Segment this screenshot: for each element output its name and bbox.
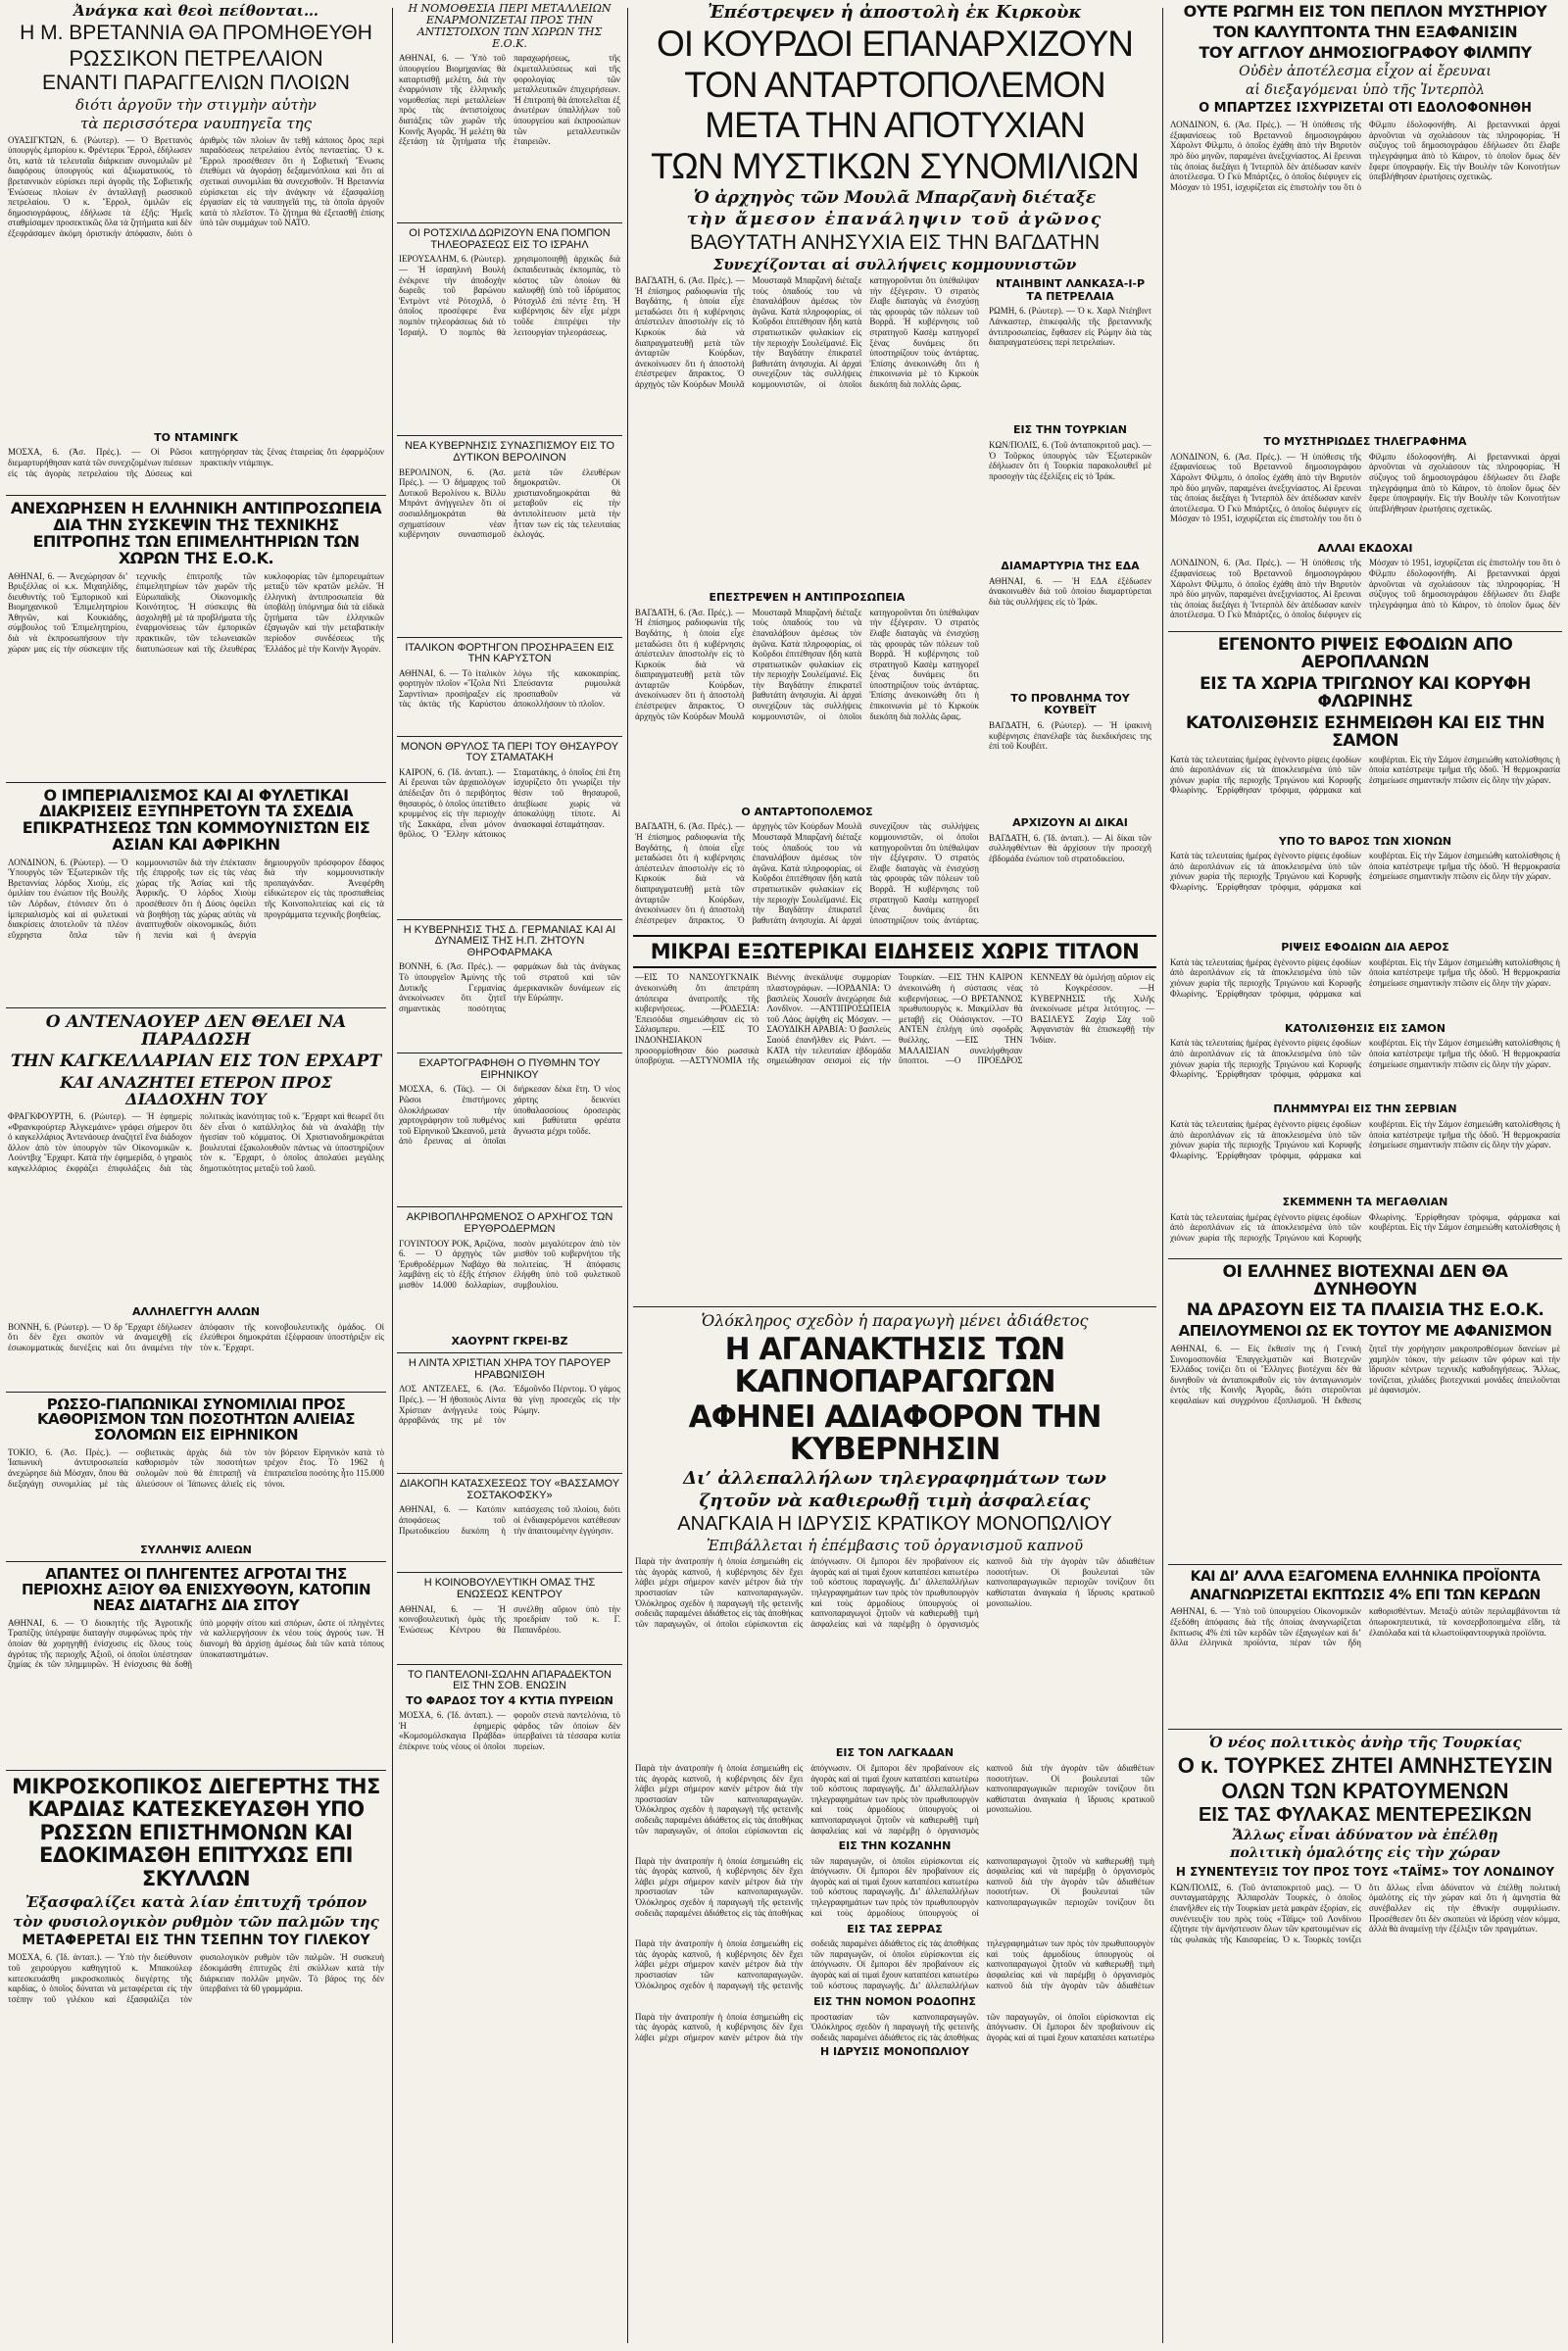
article-body: ΙΕΡΟΥΣΑΛΗΜ, 6. (Ρώυτερ). — Ἡ ἰσραηλινὴ Βουλὴ ἐνέκρινε τὴν ἀποδοχὴν δωρεᾶς τοῦ βαρώνου Ἐντμὸντ ντὲ Ρότσχιλδ, ὁ ὁποῖος προσέφερε ἕνα πομπὸν τηλεοράσεως διὰ τὸ Ἰσραήλ. Ὁ πομπὸς θὰ χρησιμοποιηθῇ ἀρχικῶς διὰ ἐκπαιδευτικὰς ἐκπομπὰς, τὸ κόστος τῶν ὁποίων θὰ καλυφθῇ ὑπὸ τοῦ ἱδρύματος Ρότσχιλδ ἐπὶ πέντε ἔτη. Ἡ κυβέρνησις δὲν εἶχε μέχρι τοῦδε ἐπιτρέψει τὴν λειτουργίαν τηλεοράσεως. — [399, 254, 620, 337]
subheadline: διότι ἀργοῦν τὴν στιγμὴν αὐτὴν — [75, 95, 317, 114]
headline-line: Η Μ. ΒΡΕΤΑΝΝΙΑ ΘΑ ΠΡΟΜΗΘΕΥΘΗ — [20, 21, 372, 44]
article-body: Παρὰ τὴν ἀνατροπὴν ἡ ὁποία ἐσημειώθη εἰς τὰς ἀγορὰς καπνοῦ, ἡ κυβέρνησις δὲν ἔχει λάβει μέχρι σήμερον κανὲν μέτρον διὰ τὴν προστασίαν τῶν καπνοπαραγωγῶν. Ὁλόκληρος σχεδὸν ἡ παραγωγὴ τῆς φετεινῆς σοδειᾶς παραμένει ἀδιάθετος εἰς τὰς ἀποθήκας τῶν παραγωγῶν, οἱ ὁποῖοι εὑρίσκονται εἰς ἀπόγνωσιν. Οἱ ἔμποροι δὲν προβαίνουν εἰς ἀγορὰς καὶ αἱ τιμαὶ ἔχουν καταπέσει κατωτέρω τοῦ κόστους παραγωγῆς. Δι’ ἀλλεπαλλήλων τηλεγραφημάτων των πρὸς τὸν πρωθυπουργὸν καὶ τοὺς ἁρμοδίους ὑπουργοὺς οἱ καπνοπαραγωγοὶ ζητοῦν νὰ καθιερωθῇ τιμὴ ἀσφαλείας καὶ νὰ παρέμβῃ ὁ ὀργανισμὸς καπνοῦ διὰ τὴν ἀγορὰν τῶν ἀδιαθέτων ποσοτήτων. Οἱ βουλευταὶ τῶν καπνοπαραγωγικῶν περιοχῶν τονίζουν ὅτι καθίσταται ἀναγκαία ἡ ἵδρυσις κρατικοῦ μονοπωλίου. — [635, 1762, 1154, 1836]
column-2 — [397, 0, 622, 2351]
headline: ΑΝΕΧΩΡΗΣΕΝ Η ΕΛΛΗΝΙΚΗ ΑΝΤΙΠΡΟΣΩΠΕΙΑ ΔΙΑ ΤΗΝ ΣΥΣΚΕΨΙΝ ΤΗΣ ΤΕΧΝΙΚΗΣ ΕΠΙΤΡΟΠΗΣ ΤΩΝ ΕΠΙΜΕΛΗΤΗΡΙΩΝ ΤΩΝ ΧΩΡΩΝ ΤΗΣ Ε.Ο.Κ. — [10, 499, 382, 567]
article-brief-news — [633, 935, 1156, 968]
section-subhead: ΣΚΕΜΜΕΝΗ ΤΑ ΜΕΓΑΘΛΙΑΝ — [1282, 1196, 1448, 1209]
subheadline-caps: ΑΝΑΓΚΑΙΑ Η ΙΔΡΥΣΙΣ ΚΡΑΤΙΚΟΥ ΜΟΝΟΠΩΛΙΟΥ — [677, 1512, 1112, 1535]
divider — [397, 1352, 622, 1353]
article-body: Κατὰ τὰς τελευταίας ἡμέρας ἐγένοντο ρίψεις ἐφοδίων ἀπὸ ἀεροπλάνων εἰς τὰ ἀποκλεισμένα ὑπὸ τῶν χιόνων χωρία τῆς περιοχῆς Τριγώνου καὶ Κορυφῆς Φλωρίνης. Ἐρρίφθησαν τρόφιμα, φάρμακα καὶ κουβέρται. Εἰς τὴν Σάμον ἐσημειώθη κατολίσθησις ἡ ὁποία κατέστρεψε τμῆμα τῆς ὁδοῦ. Ἡ θερμοκρασία ἐσημείωσε σημαντικὴν πτῶσιν εἰς ὅλην τὴν χώραν. — [1170, 1119, 1560, 1160]
headline: Η ΚΟΙΝΟΒΟΥΛΕΥΤΙΚΗ ΟΜΑΣ ΤΗΣ ΕΝΩΣΕΩΣ ΚΕΝΤΡΟΥ — [423, 1577, 596, 1600]
divider — [6, 1007, 386, 1008]
headline: ΙΤΑΛΙΚΟΝ ΦΟΡΤΗΓΟΝ ΠΡΟΣΗΡΑΞΕΝ ΕΙΣ ΤΗΝ ΚΑΡΥΣΤΟΝ — [405, 641, 614, 665]
divider — [1168, 1564, 1562, 1565]
article-body: ΜΟΣΧΑ, 6. (Ἀσ. Πρές.). — Οἱ Ρῶσοι διεμαρτυρήθησαν κατὰ τῶν συνεχιζομένων πιέσεων εἰς τὰς ἀγορὰς πετρελαίου τῆς Δύσεως καὶ κατηγόρησαν τὰς ξένας ἑταιρείας ὅτι ἐφαρμόζουν πρακτικὴν ντάμπιγκ. — [8, 447, 384, 478]
column-rule-3 — [1162, 8, 1163, 2343]
article-body: ΑΘΗΝΑΙ, 6. — Ὑπὸ τοῦ ὑπουργείου Οἰκονομικῶν ἐξεδόθη ἀπόφασις διὰ τῆς ὁποίας ἀναγνωρίζεται ἔκπτωσις 4% ἐπὶ τῶν κερδῶν τῶν ἐξαγωγέων καὶ δι’ ἄλλα ἑλληνικὰ προϊόντα, πέραν τῶν ἤδη καθορισθέντων. Μεταξὺ αὐτῶν περιλαμβάνονται τὰ ὀπωροκηπευτικά, τὰ κονσερβοποιημένα εἴδη, τὰ ἐλαιόλαδα καὶ τὰ κλωστοϋφαντουργικὰ προϊόντα. — [1170, 1606, 1560, 1648]
subheadline: τὰ περισσότερα ναυπηγεῖα της — [79, 115, 313, 133]
headline: Η ΛΙΝΤΑ ΧΡΙΣΤΙΑΝ ΧΗΡΑ ΤΟΥ ΠΑΡΟΥΕΡ ΗΡΑΒΩΝΙΣΘΗ — [408, 1357, 612, 1381]
headline-line: ΚΑΙ ΑΝΑΖΗΤΕΙ ΕΤΕΡΟΝ ΠΡΟΣ ΔΙΑΔΟΧΗΝ ΤΟΥ — [60, 1072, 332, 1109]
divider — [6, 1392, 386, 1393]
divider — [397, 736, 622, 737]
column-4 — [1168, 0, 1562, 2351]
article-body: ΜΟΣΧΑ, 6. (Ἰδ. ἀνταπ.). — Ἡ ἐφημερὶς «Κομσομόλσκαγια Πράβδα» ἐπέκρινε τοὺς νέους οἱ ὁποῖοι φοροῦν στενὰ παντελόνια, τὸ φάρδος τῶν ὁποίων δὲν ὑπερβαίνει τὰ τέσσαρα κυτία πυρείων. — [399, 1710, 620, 1752]
divider — [397, 435, 622, 436]
section-subhead: ΔΙΑΜΑΡΤΥΡΙΑ ΤΗΣ ΕΔΑ — [1001, 560, 1140, 573]
article-imperialism — [6, 785, 386, 1003]
section-subhead: ΕΙΣ ΤΟΝ ΛΑΓΚΑΔΑΝ — [835, 1746, 955, 1760]
section-subhead: Η ΙΔΡΥΣΙΣ ΜΟΝΟΠΩΛΙΟΥ — [820, 2044, 969, 2058]
divider — [397, 637, 622, 638]
headline-line: ΕΙΣ ΤΑ ΧΩΡΙΑ ΤΡΙΓΩΝΟΥ ΚΑΙ ΚΟΡΥΦΗ ΦΛΩΡΙΝΗΣ — [1200, 674, 1531, 712]
article-body: ΒΑΓΔΑΤΗ, 6. (Ἀσ. Πρές.). — Ἡ ἐπίσημος ραδιοφωνία τῆς Βαγδάτης, ἡ ὁποία εἶχε μεταδώσει ὅτι ἡ κυβέρνησις ἀπέστειλεν ἀποστολὴν εἰς τὸ Κιρκούκ διὰ νὰ διαπραγματευθῇ μετὰ τῶν ἀνταρτῶν Κούρδων, ἀνεκοίνωσεν ὅτι ἡ ἀποστολὴ ἐπέστρεψεν ἄπρακτος. Ὁ ἀρχηγὸς τῶν Κούρδων Μουλᾶ Μουσταφᾶ Μπαρζανὴ διέταξε τοὺς ὀπαδούς του νὰ ἐπαναλάβουν ἀμέσως τὸν ἀγῶνα. Κατὰ πληροφορίας, οἱ Κοῦρδοι ἐπιτέθησαν ἤδη κατὰ στρατιωτικῶν φυλακίων εἰς τὴν περιοχὴν Σουλεϊμανιέ. Εἰς τὴν Βαγδάτην ἐπικρατεῖ βαθυτάτη ἀνησυχία. Αἱ ἀρχαὶ συνεχίζουν τὰς συλλήψεις κομμουνιστῶν, οἱ ὁποῖοι κατηγοροῦνται ὅτι ὑπέθαλψαν τὴν ἐξέγερσιν. Ὁ στρατὸς ἔλαβε διαταγὰς νὰ ἐνισχύσῃ τὰς φρουρὰς τῶν πόλεων τοῦ Βορρᾶ. Ἡ κυβέρνησις τοῦ στρατηγοῦ Κασὲμ κατηγορεῖ ξένας δυνάμεις ὅτι ὑποστηρίζουν τοὺς ἀντάρτας. Ἐπίσης ἀνεκοινώθη ὅτι ἡ ἐπικοινωνία μὲ τὸ Κιρκοὺκ διεκόπη διὰ πολλὰς ὥρας. — [635, 275, 979, 390]
section-subhead: ΑΡΧΙΖΟΥΝ ΑΙ ΔΙΚΑΙ — [1012, 815, 1128, 829]
subheadline: Συνεχίζονται αἱ συλλήψεις κομμουνιστῶν — [712, 255, 1077, 273]
subheadline: Ὁ ἀρχηγὸς τῶν Μουλᾶ Μπαρζανὴ διέταξε — [693, 188, 1097, 209]
article-body: ΒΟΝΝΗ, 6. (Ρώυτερ). — Ὁ δρ Ἔρχαρτ ἐδήλωσεν ὅτι δὲν ἔχει σκοπὸν νὰ ἀναμειχθῇ εἰς ἐσωκομματικὰς διενέξεις καὶ ὅτι ἀναμένει τὴν ἀπόφασιν τῆς κοινοβουλευτικῆς ὁμάδος. Οἱ ἐλεύθεροι δημοκράται ἐξέφρασαν ὑποστήριξιν εἰς τὸν κ. Ἔρχαρτ. — [8, 1321, 384, 1352]
section-subhead: ΡΙΨΕΙΣ ΕΦΟΔΙΩΝ ΔΙΑ ΑΕΡΟΣ — [1281, 941, 1449, 955]
section-subhead: ΧΑΟΥΡΝΤ ΓΚΡΕΙ-ΒΖ — [451, 1334, 568, 1347]
article-adenauer — [6, 1013, 386, 1387]
article-body: Παρὰ τὴν ἀνατροπὴν ἡ ὁποία ἐσημειώθη εἰς τὰς ἀγορὰς καπνοῦ, ἡ κυβέρνησις δὲν ἔχει λάβει μέχρι σήμερον κανὲν μέτρον διὰ τὴν προστασίαν τῶν καπνοπαραγωγῶν. Ὁλόκληρος σχεδὸν ἡ παραγωγὴ τῆς φετεινῆς σοδειᾶς παραμένει ἀδιάθετος εἰς τὰς ἀποθήκας τῶν παραγωγῶν, οἱ ὁποῖοι εὑρίσκονται εἰς ἀπόγνωσιν. Οἱ ἔμποροι δὲν προβαίνουν εἰς ἀγορὰς καὶ αἱ τιμαὶ ἔχουν καταπέσει κατωτέρω τοῦ κόστους παραγωγῆς. Δι’ ἀλλεπαλλήλων τηλεγραφημάτων των πρὸς τὸν πρωθυπουργὸν καὶ τοὺς ἁρμοδίους ὑπουργοὺς οἱ καπνοπαραγωγοὶ ζητοῦν νὰ καθιερωθῇ τιμὴ ἀσφαλείας καὶ νὰ παρέμβῃ ὁ ὀργανισμὸς καπνοῦ διὰ τὴν ἀγορὰν τῶν ἀδιαθέτων ποσοτήτων. Οἱ βουλευταὶ τῶν καπνοπαραγωγικῶν περιοχῶν τονίζουν ὅτι — [635, 1855, 1154, 1918]
subheadline-caps: Ο ΜΠΑΡΤΖΕΣ ΙΣΧΥΡΙΖΕΤΑΙ ΟΤΙ ΕΔΟΛΟΦΟΝΗΘΗ — [1199, 101, 1532, 117]
section-subhead: ΥΠΟ ΤΟ ΒΑΡΟΣ ΤΩΝ ΧΙΟΝΩΝ — [1278, 834, 1452, 848]
main-headline-line: ΤΟΝ ΑΝΤΑΡΤΟΠΟΛΕΜΟΝ — [684, 64, 1105, 105]
divider — [1168, 1258, 1562, 1259]
subheadline: Οὐδὲν ἀποτέλεσμα εἶχον αἱ ἔρευναι — [1239, 64, 1492, 80]
headline-line: ΕΙΣ ΤΑΣ ΦΥΛΑΚΑΣ ΜΕΝΤΕΡΕΣΙΚΩΝ — [1199, 1804, 1532, 1827]
headline-line: ΟΛΩΝ ΤΩΝ ΚΡΑΤΟΥΜΕΝΩΝ — [1221, 1779, 1509, 1803]
column-rule-1 — [392, 8, 393, 2343]
section-subhead: ΤΟ ΝΤΑΜΙΝΓΚ — [154, 430, 238, 444]
main-headline-line: ΤΩΝ ΜΥΣΤΙΚΩΝ ΣΥΝΟΜΙΛΙΩΝ — [651, 146, 1139, 187]
section-subhead: ΤΟ ΠΡΟΒΛΗΜΑ ΤΟΥ ΚΟΥΒΕΪΤ — [1010, 691, 1130, 717]
divider — [397, 1473, 622, 1474]
headline: ΑΠΑΝΤΕΣ ΟΙ ΠΛΗΓΕΝΤΕΣ ΑΓΡΟΤΑΙ ΤΗΣ ΠΕΡΙΟΧΗΣ ΑΞΙΟΥ ΘΑ ΕΝΙΣΧΥΘΟΥΝ, ΚΑΤΟΠΙΝ ΝΕΑΣ ΔΙΑΤΑΓΗΣ ΔΙΑ ΣΙΤΟΥ — [21, 1565, 371, 1614]
article-body: ΜΟΣΧΑ, 6. (Τάς). — Οἱ Ρῶσοι ἐπιστήμονες ὁλοκλήρωσαν τὴν χαρτογράφησιν τοῦ πυθμένος τοῦ Εἰρηνικοῦ Ὠκεανοῦ, μετὰ ἀπὸ ἔρευνας αἱ ὁποῖαι διήρκεσαν δέκα ἔτη. Ὁ νέος χάρτης δεικνύει ὑποθαλασσίους ὀροσειρὰς καὶ βαθύτατα φρέατα ἄγνωστα μέχρι τοῦδε. — [399, 1084, 620, 1147]
article-body: Κατὰ τὰς τελευταίας ἡμέρας ἐγένοντο ρίψεις ἐφοδίων ἀπὸ ἀεροπλάνων εἰς τὰ ἀποκλεισμένα ὑπὸ τῶν χιόνων χωρία τῆς περιοχῆς Τριγώνου καὶ Κορυφῆς Φλωρίνης. Ἐρρίφθησαν τρόφιμα, φάρμακα καὶ κουβέρται. Εἰς τὴν Σάμον ἐσημειώθη κατολίσθησις ἡ — [1170, 1211, 1560, 1243]
article-body: ΓΟΥΙΝΤΟΟΥ ΡΟΚ, Ἀριζόνα, 6. — Ὁ ἀρχηγὸς τῶν Ἐρυθροδέρμων Ναβάχο θὰ λαμβάνῃ εἰς τὸ ἑξῆς ἐτήσιον μισθὸν 14.000 δολλαρίων, ποσὸν μεγαλύτερον ἀπὸ τὸν μισθὸν τοῦ κυβερνήτου τῆς πολιτείας. Ἡ ἀπόφασις ἐλήφθη ὑπὸ τοῦ φυλετικοῦ συμβουλίου. — [399, 1238, 620, 1290]
article-philby — [1168, 4, 1562, 626]
headline: ΔΙΑΚΟΠΗ ΚΑΤΑΣΧΕΣΕΩΣ ΤΟΥ «ΒΑΣΣΑΜΟΥ ΣΟΣΤΑΚΟΦΣΚΥ» — [399, 1478, 620, 1501]
subheadline: Ἐπιβάλλεται ἡ ἐπέμβασις τοῦ ὀργανισμοῦ καπνοῦ — [706, 1536, 1084, 1554]
article-body: ΟΥΑΣΙΓΚΤΩΝ, 6. (Ρώυτερ). — Ὁ Βρεττανὸς ὑπουργὸς ἐμπορίου κ. Φρέντερικ Ἔρρολ, ἐδήλωσεν ὅτι, κατὰ τὰ τελευταῖα διάρκειαν συνομιλιῶν μὲ διαφόρους ὑπουργοὺς καὶ ἀξιωματικούς, τὸ βρεταννικὸν εὐρίσκει περὶ ἀγορᾶς τῆς Σοβιετικῆς Ἑνώσεως πλοίων ἐν ἀνταλλαγῇ ρωσσικοῦ πετρελαίου. Ὁ κ. Ἔρρολ, ὁμιλῶν εἰς δημοσιογράφους, ἐδήλωσε τὰ ἑξῆς: Ἡμεῖς σταθμίσαμεν προσεκτικῶς ὅλα τὰ ζητήματα καὶ δὲν ἐξεφράσαμεν ἀκόμη ὁριστικὴν ἀπόφασιν, διότι ὁ ἀριθμὸς τῶν πλοίων ἂν τεθῇ κάποιος ὅρος περὶ παραδόσεως πετρελαίου ἐντὸς πενταετίας. Ὁ κ. Ἔρρολ προσέθεσεν ὅτι ἡ Σοβιετικὴ Ἕνωσις ἐπεθύμει νὰ ἀγοράσῃ δεξαμενόπλοια καὶ ὅτι αἱ σχετικαὶ συνομιλίαι θὰ συνεχισθοῦν. Ἡ Βρεταννία εὑρίσκεται εἰς τὴν ἀνάγκην νὰ ἐξασφαλίσῃ ἐργασίαν εἰς τὰ ναυπηγεῖά της, τὰ ὁποῖα ἀργοῦν κατὰ τὸ πλεῖστον. Τὸ ζήτημα θὰ ἐξετασθῇ ἐπίσης ὑπὸ τῶν συμμάχων τοῦ ΝΑΤΟ. — [8, 134, 384, 239]
article-exports — [1168, 1570, 1562, 1724]
headline: ΑΚΡΙΒΟΠΛΗΡΩΜΕΝΟΣ Ο ΑΡΧΗΓΟΣ ΤΩΝ ΕΡΥΘΡΟΔΕΡΜΩΝ — [406, 1211, 613, 1236]
article-body: ΑΘΗΝΑΙ, 6. — Ἡ ΕΔΑ ἐξέδωσεν ἀνακοινωθὲν διὰ τοῦ ὁποίου διαμαρτύρεται διὰ τὰς συλλήψεις εἰς τὸ Ἰράκ. — [989, 575, 1152, 607]
headline: ΜΙΚΡΑΙ ΕΞΩΤΕΡΙΚΑΙ ΕΙΔΗΣΕΙΣ ΧΩΡΙΣ ΤΙΤΛΟΝ — [650, 940, 1140, 964]
divider — [633, 1306, 1156, 1307]
article-oil — [6, 3, 386, 490]
kurds-main-body — [633, 275, 981, 931]
article-body: ΒΑΓΔΑΤΗ, 6. (Ἰδ. ἀνταπ.). — Αἱ δίκαι τῶν συλληφθέντων θὰ ἀρχίσουν τὴν προσεχῆ ἑβδομάδα ἐνώπιον τοῦ στρατοδικείου. — [989, 832, 1152, 863]
section-subhead: ΤΟ ΦΑΡΔΟΣ ΤΟΥ 4 ΚΥΤΙΑ ΠΥΡΕΙΩΝ — [406, 1693, 613, 1707]
article-kurds — [633, 3, 1156, 931]
divider — [397, 919, 622, 920]
section-subhead: ΤΟ ΜΥΣΤΗΡΙΩΔΕΣ ΤΗΛΕΓΡΑΦΗΜΑ — [1263, 435, 1467, 449]
headline-line: ΤΟΝ ΚΑΛΥΠΤΟΝΤΑ ΤΗΝ ΕΞΑΦΑΝΙΣΙΝ — [1212, 22, 1518, 41]
kurds-body-row — [633, 275, 1156, 931]
article-body: ΑΘΗΝΑΙ, 6. — Κατόπιν ἀποφάσεως τοῦ Πρωτοδικείου διεκόπη ἡ κατάσχεσις τοῦ πλοίου, διότι οἱ ἐνδιαφερόμενοι κατέθεσαν τὴν ἀπαιτουμένην ἐγγύησιν. — [399, 1504, 620, 1536]
divider — [6, 495, 386, 496]
article-eec-delegation — [6, 501, 386, 776]
main-headline-line: ΟΙ ΚΟΥΡΔΟΙ ΕΠΑΝΑΡΧΙΖΟΥΝ — [656, 23, 1134, 64]
divider — [397, 1206, 622, 1207]
section-subhead: ΕΠΕΣΤΡΕΨΕΝ Η ΑΝΤΙΠΡΟΣΩΠΕΙΑ — [709, 591, 906, 605]
article-body: ΒΑΓΔΑΤΗ, 6. (Ἀσ. Πρές.). — Ἡ ἐπίσημος ραδιοφωνία τῆς Βαγδάτης, ἡ ὁποία εἶχε μεταδώσει ὅτι ἡ κυβέρνησις ἀπέστειλεν ἀποστολὴν εἰς τὸ Κιρκούκ διὰ νὰ διαπραγματευθῇ μετὰ τῶν ἀνταρτῶν Κούρδων, ἀνεκοίνωσεν ὅτι ἡ ἀποστολὴ ἐπέστρεψεν ἄπρακτος. Ὁ ἀρχηγὸς τῶν Κούρδων Μουλᾶ Μουσταφᾶ Μπαρζανὴ διέταξε τοὺς ὀπαδούς του νὰ ἐπαναλάβουν ἀμέσως τὸν ἀγῶνα. Κατὰ πληροφορίας, οἱ Κοῦρδοι ἐπιτέθησαν ἤδη κατὰ στρατιωτικῶν φυλακίων εἰς τὴν περιοχὴν Σουλεϊμανιέ. Εἰς τὴν Βαγδάτην ἐπικρατεῖ βαθυτάτη ἀνησυχία. Αἱ ἀρχαὶ συνεχίζουν τὰς συλλήψεις κομμουνιστῶν, οἱ ὁποῖοι κατηγοροῦνται ὅτι ὑπέθαλψαν τὴν ἐξέγερσιν. Ὁ στρατὸς ἔλαβε διαταγὰς νὰ ἐνισχύσῃ τὰς φρουρὰς τῶν πόλεων τοῦ Βορρᾶ. Ἡ κυβέρνησις τοῦ στρατηγοῦ Κασὲμ κατηγορεῖ ξένας δυνάμεις ὅτι ὑποστηρίζουν τοὺς ἀντάρτας. Ἐπίσης ἀνεκοινώθη ὅτι ἡ ἐπικοινωνία μὲ τὸ Κιρκοὺκ διεκόπη διὰ πολλὰς ὥρας. — [635, 607, 979, 721]
article-body: ΦΡΑΓΚΦΟΥΡΤΗ, 6. (Ρώυτερ). — Ἡ ἐφημερὶς «Φρανκφούρτερ Ἀλγκεμάινε» γράφει σήμερον ὅτι ὁ καγκελλάριος Ἀντενάουερ ἀναζητεῖ ἕνα διάδοχον ἄλλον ἀπὸ τὸν ὑπουργὸν τῶν Οἰκονομικῶν κ. Λούντβιχ Ἔρχαρτ. Κατὰ τὴν ἐφημερίδα, ὁ γηραιὸς καγκελλάριος ἐκφράζει ἐπιφυλάξεις διὰ τὰς πολιτικὰς ἱκανότητας τοῦ κ. Ἔρχαρτ καὶ θεωρεῖ ὅτι δὲν εἶναι ὁ κατάλληλος διὰ νὰ ἀναλάβῃ τὴν ἡγεσίαν τοῦ κόμματος. Οἱ Χριστιανοδημοκράται βουλευταὶ ἐξακολουθοῦν πάντως νὰ ὑποστηρίζουν τὸν κ. Ἔρχαρτ, ὁ ὁποῖος ἀπολαύει μεγάλης δημοτικότητος μεταξὺ τοῦ λαοῦ. — [8, 1110, 384, 1173]
subheadline-caps: ΜΕΤΑΦΕΡΕΤΑΙ ΕΙΣ ΤΗΝ ΤΣΕΠΗΝ ΤΟΥ ΓΙΛΕΚΟΥ — [22, 1933, 370, 1949]
headline: ΝΕΑ ΚΥΒΕΡΝΗΣΙΣ ΣΥΝΑΣΠΙΣΜΟΥ ΕΙΣ ΤΟ ΔΥΤΙΚΟΝ ΒΕΡΟΛΙΝΟΝ — [404, 440, 615, 465]
headline-line: ΚΑΤΟΛΙΣΘΗΣΙΣ ΕΣΗΜΕΙΩΘΗ ΚΑΙ ΕΙΣ ΤΗΝ ΣΑΜΟΝ — [1185, 712, 1545, 751]
headline-line: Ο κ. ΤΟΥΡΚΕΣ ΖΗΤΕΙ ΑΜΝΗΣΤΕΥΣΙΝ — [1177, 1752, 1553, 1778]
article-body: ΛΟΝΔΙΝΟΝ, 6. (Ρώυτερ). — Ὁ Ὑπουργὸς τῶν Ἐξωτερικῶν τῆς Βρεταννίας λόρδος Χιούμ, εἰς ὁμιλίαν του ἐνώπιον τῆς Βουλῆς τῶν Λόρδων, ἐτόνισεν ὅτι ὁ ἰμπεριαλισμὸς καὶ αἱ φυλετικαὶ διακρίσεις ἀποτελοῦν τὰ πλέον εὔχρηστα ὅπλα τῶν κομμουνιστῶν διὰ τὴν ἐπέκτασιν τῆς ἐπιρροῆς των εἰς τὰς νέας χώρας τῆς Ἀσίας καὶ τῆς Ἀφρικῆς. Ὁ λόρδος Χιοὺμ προσέθεσεν ὅτι ἡ Δύσις ὀφείλει νὰ βοηθήσῃ τὰς χώρας αὐτὰς νὰ ἀναπτυχθοῦν οἰκονομικῶς, διότι ἡ πενία καὶ ἡ ἀνεργία δημιουργοῦν πρόσφορον ἔδαφος διὰ τὴν κομμουνιστικὴν προπαγάνδαν. Ἀνεφέρθη εἰδικώτερον εἰς τὰς προσπαθείας τῆς Κοινοπολιτείας καὶ εἰς τὰ προγράμματα τεχνικῆς βοηθείας. — [8, 857, 384, 940]
column-rule-2 — [627, 8, 628, 2343]
headline-line: ΑΝΑΓΝΩΡΙΖΕΤΑΙ ΕΚΠΤΩΣΙΣ 4% ΕΠΙ ΤΩΝ ΚΕΡΔΩΝ — [1190, 1587, 1541, 1603]
divider — [6, 1561, 386, 1562]
article-body: Κατὰ τὰς τελευταίας ἡμέρας ἐγένοντο ρίψεις ἐφοδίων ἀπὸ ἀεροπλάνων εἰς τὰ ἀποκλεισμένα ὑπὸ τῶν χιόνων χωρία τῆς περιοχῆς Τριγώνου καὶ Κορυφῆς Φλωρίνης. Ἐρρίφθησαν τρόφιμα, φάρμακα καὶ κουβέρται. Εἰς τὴν Σάμον ἐσημειώθη κατολίσθησις ἡ ὁποία κατέστρεψε τμῆμα τῆς ὁδοῦ. Ἡ θερμοκρασία ἐσημείωσε σημαντικὴν πτῶσιν εἰς ὅλην τὴν χώραν. — [1170, 851, 1560, 892]
article-body: ΑΘΗΝΑΙ, 6. — Ὑπὸ τοῦ ὑπουργείου Βιομηχανίας θὰ καταρτισθῇ μελέτη, διὰ τὴν ἐναρμόνισιν τῆς ἑλληνικῆς νομοθεσίας περὶ μεταλλείων πρὸς τὰς ἀντιστοίχους διατάξεις τῶν χωρῶν τῆς Κοινῆς Ἀγορᾶς. Ἡ μελέτη θὰ ἐξετάσῃ τὰ ζητήματα τῆς παραχωρήσεως, τῆς ἐκμεταλλεύσεως καὶ τῆς φορολογίας τῶν μεταλλευτικῶν ἐπιχειρήσεων. Ἡ ἐπιτροπὴ θὰ ἀποτελεῖται ἐξ ἀνωτέρων ὑπαλλήλων τοῦ ὑπουργείου καὶ ἐκπροσώπων τῶν μεταλλευτικῶν ἑταιρειῶν. — [399, 53, 620, 147]
article-body: Κατὰ τὰς τελευταίας ἡμέρας ἐγένοντο ρίψεις ἐφοδίων ἀπὸ ἀεροπλάνων εἰς τὰ ἀποκλεισμένα ὑπὸ τῶν χιόνων χωρία τῆς περιοχῆς Τριγώνου καὶ Κορυφῆς Φλωρίνης. Ἐρρίφθησαν τρόφιμα, φάρμακα καὶ κουβέρται. Εἰς τὴν Σάμον ἐσημειώθη κατολίσθησις ἡ ὁποία κατέστρεψε τμῆμα τῆς ὁδοῦ. Ἡ θερμοκρασία ἐσημείωσε σημαντικὴν πτῶσιν εἰς ὅλην τὴν χώραν. — [1170, 754, 1560, 796]
headline: Η ΚΥΒΕΡΝΗΣΙΣ ΤΗΣ Δ. ΓΕΡΜΑΝΙΑΣ ΚΑΙ ΑΙ ΔΥΝΑΜΕΙΣ ΤΗΣ Η.Π. ΖΗΤΟΥΝ ΘΗΡΟΦΑΡΜΑΚΑ — [403, 923, 616, 958]
divider — [1168, 631, 1562, 632]
headline: ΟΙ ΡΟΤΣΧΙΛΔ ΔΩΡΙΖΟΥΝ ΕΝΑ ΠΟΜΠΟΝ ΤΗΛΕΟΡΑΣΕΩΣ ΕΙΣ ΤΟ ΙΣΡΑΗΛ — [409, 227, 611, 251]
article-body: ΚΩΝ/ΠΟΛΙΣ, 6. (Τοῦ ἀνταποκριτοῦ μας). — Ὁ συνταγματάρχης Ἀλπαρσλὰν Τουρκὲς, ὁ ὁποῖος ἐπανῆλθεν εἰς τὴν Τουρκίαν μετὰ μακρὰν ἐξορίαν, εἰς συνέντευξίν του πρὸς τοὺς «Τάϊμς» τοῦ Λονδίνου ἐζήτησε τὴν ἀμνήστευσιν ὅλων τῶν κρατουμένων εἰς τὰς φυλακὰς τῆς Καισαρείας. Ὁ κ. Τουρκὲς τονίζει ὅτι ἄλλως εἶναι ἀδύνατον νὰ ἐπέλθῃ πολιτικὴ ὁμαλότης εἰς τὴν χώραν καὶ ὅτι ἡ ἀμνηστία θὰ συνέβαλλεν εἰς τὴν ἐθνικὴν συμφιλίωσιν. Προσέθεσεν ὅτι δὲν σκοπεύει νὰ ἱδρύσῃ νέον κόμμα, ἀλλὰ θὰ ἀναμείνῃ τὴν ἐξέλιξιν τῶν πραγμάτων. — [1170, 1882, 1560, 1944]
headline-line: ΕΝΑΝΤΙ ΠΑΡΑΓΓΕΛΙΩΝ ΠΛΟΙΩΝ — [42, 71, 350, 94]
headline-line: ΚΑΙ ΔΙ’ ΑΛΛΑ ΕΞΑΓΟΜΕΝΑ ΕΛΛΗΝΙΚΑ ΠΡΟΪΟΝΤΑ — [1190, 1569, 1541, 1586]
main-headline-line: ΑΦΗΝΕΙ ΑΔΙΑΦΟΡΟΝ ΤΗΝ ΚΥΒΕΡΝΗΣΙΝ — [688, 1399, 1102, 1467]
article-body: ΡΩΜΗ, 6. (Ρώυτερ). — Ὁ κ. Χαρλ Ντέηβιντ Λάνκαστερ, ἐπικεφαλῆς τῆς βρεταννικῆς ἀντιπροσωπείας, ἔφθασεν εἰς Ρώμην διὰ τὰς διαπραγματεύσεις περὶ πετρελαίων. — [989, 306, 1152, 348]
divider — [397, 222, 622, 223]
article-body: ΒΑΓΔΑΤΗ, 6. (Ρώυτερ). — Ἡ ἰρακινὴ κυβέρνησις ἐπανέλαβε τὰς διεκδικήσεις της ἐπὶ τοῦ Κουβέιτ. — [989, 719, 1152, 752]
headline: Η ΝΟΜΟΘΕΣΙΑ ΠΕΡΙ ΜΕΤΑΛΛΕΙΩΝ ΕΝΑΡΜΟΝΙΖΕΤΑΙ ΠΡΟΣ ΤΗΝ ΑΝΤΙΣΤΟΙΧΟΝ ΤΩΝ ΧΩΡΩΝ ΤΗΣ Ε.Ο.Κ. — [408, 2, 612, 51]
article-supply-drops — [1168, 637, 1562, 1252]
article-pacemaker — [6, 1776, 386, 2081]
headline: ΜΟΝΟΝ ΘΡΥΛΟΣ ΤΑ ΠΕΡΙ ΤΟΥ ΘΗΣΑΥΡΟΥ ΤΟΥ ΣΤΑΜΑΤΑΚΗ — [400, 740, 619, 764]
subheadline: Ἐξασφαλίζει κατὰ λίαν ἐπιτυχῆ τρόπον — [24, 1893, 368, 1912]
article-body: ΑΘΗΝΑΙ, 6. — Ἀνεχώρησαν δι’ Βρυξέλλας οἱ κ.κ. Μιχαηλίδης, διευθυντὴς τοῦ Ἐμπορικοῦ καὶ Βιομηχανικοῦ Ἐπιμελητηρίου Ἀθηνῶν, καὶ Κουκιάδης, σύμβουλος τοῦ Ἐπιμελητηρίου, διὰ νὰ ἐκπροσωπήσουν τὴν χώραν μας εἰς τὴν σύσκεψιν τῆς τεχνικῆς ἐπιτροπῆς τῶν ἐπιμελητηρίων τῶν χωρῶν τῆς Εὐρωπαϊκῆς Οἰκονομικῆς Κοινότητος. Ἡ σύσκεψις θὰ ἀσχοληθῇ μὲ τὰ προβλήματα τῆς ἐναρμονίσεως τῶν ἐμπορικῶν πρακτικῶν, τῶν τελωνειακῶν διατυπώσεων καὶ τῆς ἐλευθέρας κυκλοφορίας τῶν ἐμπορευμάτων μεταξὺ τῶν κρατῶν μελῶν. Ἡ ἑλληνικὴ ἀντιπροσωπεία θὰ ὑποβάλῃ ὑπόμνημα διὰ τὰ εἰδικὰ ζητήματα τῶν ἑλληνικῶν ἐξαγωγῶν καὶ τὴν μεταβατικὴν περίοδον συνδέσεως τῆς Ἑλλάδος μὲ τὴν Κοινὴν Ἀγοράν. — [8, 570, 384, 654]
kicker: Ὁ νέος πολιτικὸς ἀνὴρ τῆς Τουρκίας — [1208, 1734, 1522, 1752]
article-body: ΑΘΗΝΑΙ, 6. — Εἰς ἔκθεσίν της ἡ Γενικὴ Συνομοσπονδία Ἐπαγγελματιῶν καὶ Βιοτεχνῶν Ἑλλάδος τονίζει ὅτι οἱ Ἕλληνες βιοτέχναι δὲν θὰ δυνηθοῦν νὰ ἀνταποκριθοῦν εἰς τὸν ἀνταγωνισμὸν ἐντὸς τῆς Κοινῆς Ἀγορᾶς, διότι στεροῦνται κεφαλαίων καὶ συγχρόνου ἐξοπλισμοῦ. Ἡ ἔκθεσις ζητεῖ τὴν χορήγησιν μακροπροθέσμων δανείων μὲ χαμηλὸν τόκον, τὴν μείωσιν τῶν φόρων καὶ τὴν ἵδρυσιν κέντρων τεχνικῆς καθοδηγήσεως. Ἄλλως, τονίζεται, χιλιάδες βιοτεχνικαὶ μονάδες ἀπειλοῦνται μὲ ἀφανισμόν. — [1170, 1344, 1560, 1405]
headline-line: ΤΗΝ ΚΑΓΚΕΛΛΑΡΙΑΝ ΕΙΣ ΤΟΝ ΕΡΧΑΡΤ — [10, 1052, 382, 1072]
main-headline-line: ΜΕΤΑ ΤΗΝ ΑΠΟΤΥΧΙΑΝ — [705, 105, 1085, 146]
section-subhead: ΚΑΤΟΛΙΣΘΗΣΙΣ ΕΙΣ ΣΑΜΟΝ — [1284, 1021, 1446, 1035]
subheadline: τὸν φυσιολογικὸν ρυθμὸν τῶν παλμῶν της — [13, 1912, 379, 1931]
article-body: ΒΕΡΟΛΙΝΟΝ, 6. (Ἀσ. Πρές.). — Ὁ δήμαρχος τοῦ Δυτικοῦ Βερολίνου κ. Βίλλυ Μπράντ ἀνήγγειλεν ὅτι οἱ σοσιαλδημοκράται θὰ σχηματίσουν νέαν κυβέρνησιν συνασπισμοῦ μετὰ τῶν ἐλευθέρων δημοκρατῶν. Οἱ χριστιανοδημοκράται θὰ μεταβοῦν εἰς τὴν ἀντιπολίτευσιν μετὰ τὴν ἧτταν των εἰς τὰς τελευταίας ἐκλογάς. — [399, 466, 620, 540]
article-body: Κατὰ τὰς τελευταίας ἡμέρας ἐγένοντο ρίψεις ἐφοδίων ἀπὸ ἀεροπλάνων εἰς τὰ ἀποκλεισμένα ὑπὸ τῶν χιόνων χωρία τῆς περιοχῆς Τριγώνου καὶ Κορυφῆς Φλωρίνης. Ἐρρίφθησαν τρόφιμα, φάρμακα καὶ κουβέρται. Εἰς τὴν Σάμον ἐσημειώθη κατολίσθησις ἡ ὁποία κατέστρεψε τμῆμα τῆς ὁδοῦ. Ἡ θερμοκρασία ἐσημείωσε σημαντικὴν πτῶσιν εἰς ὅλην τὴν χώραν. — [1170, 956, 1560, 999]
article-body: Κατὰ τὰς τελευταίας ἡμέρας ἐγένοντο ρίψεις ἐφοδίων ἀπὸ ἀεροπλάνων εἰς τὰ ἀποκλεισμένα ὑπὸ τῶν χιόνων χωρία τῆς περιοχῆς Τριγώνου καὶ Κορυφῆς Φλωρίνης. Ἐρρίφθησαν τρόφιμα, φάρμακα καὶ κουβέρται. Εἰς τὴν Σάμον ἐσημειώθη κατολίσθησις ἡ ὁποία κατέστρεψε τμῆμα τῆς ὁδοῦ. Ἡ θερμοκρασία ἐσημείωσε σημαντικὴν πτῶσιν εἰς ὅλην τὴν χώραν. — [1170, 1038, 1560, 1080]
article-body: ΑΘΗΝΑΙ, 6. — Ὁ διοικητὴς τῆς Ἀγροτικῆς Τραπέζης ὑπέγραψε διαταγὴν συμφώνως πρὸς τὴν ὁποίαν θὰ χορηγηθῇ ἐνίσχυσις εἰς ὅλους τοὺς ἀγρότας τῆς περιοχῆς Ἀξιοῦ, οἱ ὁποῖοι ὑπέστησαν ζημίας ἐκ τῶν πλημμυρῶν. Ἡ ἐνίσχυσις θὰ δοθῇ ὑπὸ μορφὴν σίτου καὶ σπόρων, ὥστε οἱ πληγέντες νὰ καλλιεργήσουν ἐκ νέου τοὺς ἀγρούς των. Ἡ διανομὴ θὰ ἀρχίσῃ ἀμέσως διὰ τῶν κατὰ τόπους ὑποκαταστημάτων. — [8, 1617, 384, 1670]
article-body: ΜΟΣΧΑ, 6. (Ἰδ. ἀνταπ.). — Ὑπὸ τὴν διεύθυνσιν τοῦ χειρούργου καθηγητοῦ κ. Μπακούλεφ κατεσκευάσθη μικροσκοπικὸς διεγέρτης τῆς καρδίας, ὁ ὁποῖος δύναται νὰ μεταφέρεται εἰς τὴν τσέπην τοῦ γιλέκου καὶ ἐξασφαλίζει τὸν φυσιολογικὸν ρυθμὸν τῶν παλμῶν. Ἡ συσκευὴ ἐδοκιμάσθη ἐπιτυχῶς ἐπὶ σκύλλων κατὰ τὴν διάρκειαν πολλῶν μηνῶν. Τὸ βάρος της δὲν ὑπερβαίνει τὰ 60 γραμμάρια. — [8, 1952, 384, 2004]
section-subhead: ΑΛΛΑΙ ΕΚΔΟΧΑΙ — [1317, 541, 1413, 555]
section-subhead: ΑΛΛΗΛΕΓΓΥΗ ΑΛΛΩΝ — [132, 1304, 260, 1318]
kurds-side-column — [987, 275, 1153, 931]
kicker: Ἐπέστρεψεν ἡ ἀποστολὴ ἐκ Κιρκοὺκ — [708, 2, 1082, 23]
headline-line: Ο ΑΝΤΕΝΑΟΥΕΡ ΔΕΝ ΘΕΛΕΙ ΝΑ ΠΑΡΑΔΩΣΗ — [45, 1011, 347, 1051]
article-body: Παρὰ τὴν ἀνατροπὴν ἡ ὁποία ἐσημειώθη εἰς τὰς ἀγορὰς καπνοῦ, ἡ κυβέρνησις δὲν ἔχει λάβει μέχρι σήμερον κανὲν μέτρον διὰ τὴν προστασίαν τῶν καπνοπαραγωγῶν. Ὁλόκληρος σχεδὸν ἡ παραγωγὴ τῆς φετεινῆς σοδειᾶς παραμένει ἀδιάθετος εἰς τὰς ἀποθήκας τῶν παραγωγῶν, οἱ ὁποῖοι εὑρίσκονται εἰς ἀπόγνωσιν. Οἱ ἔμποροι δὲν προβαίνουν εἰς ἀγορὰς καὶ αἱ τιμαὶ ἔχουν καταπέσει κατωτέρω — [635, 2011, 1154, 2043]
article-body: ΚΩΝ/ΠΟΛΙΣ, 6. (Τοῦ ἀνταποκριτοῦ μας). — Ὁ Τοῦρκος ὑπουργὸς τῶν Ἐξωτερικῶν ἐδήλωσεν ὅτι ἡ Τουρκία παρακολουθεῖ μὲ προσοχὴν τὰς ἐξελίξεις εἰς τὸ Ἰράκ. — [989, 440, 1152, 481]
article-body: ΛΟΣ ΑΝΤΖΕΛΕΣ, 6. (Ἀσ. Πρές.). — Ἡ ἠθοποιὸς Λίντα Χρίστιαν ἀνήγγειλε τοὺς ἀρραβῶνάς της μὲ τὸν Ἐδμοῦνδο Πέρντομ. Ὁ γάμος θὰ γίνῃ προσεχῶς εἰς τὴν Ρώμην. — [399, 1384, 620, 1426]
article-tobacco — [633, 1312, 1156, 2058]
divider — [6, 1770, 386, 1771]
subheadline-caps: Η ΣΥΝΕΝΤΕΥΞΙΣ ΤΟΥ ΠΡΟΣ ΤΟΥΣ «ΤΑΪΜΣ» ΤΟΥ ΛΟΝΔΙΝΟΥ — [1175, 1864, 1555, 1879]
headline-line: ΟΙ ΕΛΛΗΝΕΣ ΒΙΟΤΕΧΝΑΙ ΔΕΝ ΘΑ ΔΥΝΗΘΟΥΝ — [1222, 1261, 1508, 1299]
article-farmers — [6, 1567, 386, 1764]
article-body: ΒΟΝΝΗ, 6. (Ἀσ. Πρές.). — Τὸ ὑπουργεῖον Ἀμύνης τῆς Δυτικῆς Γερμανίας ἀνεκοίνωσεν ὅτι ζητεῖ σημαντικὰς ποσότητας φαρμάκων διὰ τὰς ἀνάγκας τοῦ στρατοῦ καὶ τῶν ἀμερικανικῶν δυνάμεων εἰς τὴν Εὐρώπην. — [399, 961, 620, 1013]
article-body: Παρὰ τὴν ἀνατροπὴν ἡ ὁποία ἐσημειώθη εἰς τὰς ἀγορὰς καπνοῦ, ἡ κυβέρνησις δὲν ἔχει λάβει μέχρι σήμερον κανὲν μέτρον διὰ τὴν προστασίαν τῶν καπνοπαραγωγῶν. Ὁλόκληρος σχεδὸν ἡ παραγωγὴ τῆς φετεινῆς σοδειᾶς παραμένει ἀδιάθετος εἰς τὰς ἀποθήκας τῶν παραγωγῶν, οἱ ὁποῖοι εὑρίσκονται εἰς ἀπόγνωσιν. Οἱ ἔμποροι δὲν προβαίνουν εἰς ἀγορὰς καὶ αἱ τιμαὶ ἔχουν καταπέσει κατωτέρω τοῦ κόστους παραγωγῆς. Δι’ ἀλλεπαλλήλων τηλεγραφημάτων των πρὸς τὸν πρωθυπουργὸν καὶ τοὺς ἁρμοδίους ὑπουργοὺς οἱ καπνοπαραγωγοὶ ζητοῦν νὰ καθιερωθῇ τιμὴ ἀσφαλείας καὶ νὰ παρέμβῃ ὁ ὀργανισμὸς καπνοῦ διὰ τὴν ἀγορὰν τῶν ἀδιαθέτων ποσοτήτων. Οἱ βουλευταὶ τῶν καπνοπαραγωγικῶν περιοχῶν τονίζουν ὅτι καθίσταται ἀναγκαία ἡ ἵδρυσις κρατικοῦ μονοπωλίου. — [635, 1556, 1154, 1629]
article-body: ΛΟΝΔΙΝΟΝ, 6. (Ἀσ. Πρές.). — Ἡ ὑπόθεσις τῆς ἐξαφανίσεως τοῦ Βρεταννοῦ δημοσιογράφου Χάρολντ Φίλμπυ, ὁ ὁποῖος ἐχάθη ἀπὸ τὴν Βηρυτὸν πρὸ δύο μηνῶν, παραμένει ἀνεξιχνίαστος. Αἱ ἔρευναι τὰς ὁποίας διεξάγει ἡ Ἰντερπὸλ δὲν ἀπέδωσαν κανὲν ἀποτέλεσμα. Ὁ Γκὺ Μπάρτζες, ὁ ὁποῖος διέφυγεν εἰς Μόσχαν τὸ 1951, ἰσχυρίζεται εἰς ἐπιστολήν του ὅτι ὁ Φίλμπυ ἐδολοφονήθη. Αἱ βρεταννικαὶ ἀρχαὶ ἀρνοῦνται νὰ σχολιάσουν τὰς πληροφορίας. Ἡ σύζυγος τοῦ δημοσιογράφου ἐδήλωσεν ὅτι ἔλαβε τηλεγράφημα ἀπὸ τὸ Κάιρον, τὸ ὁποῖον ὅμως δὲν — [1170, 558, 1560, 620]
divider — [397, 1572, 622, 1573]
section-subhead: Ο ΑΝΤΑΡΤΟΠΟΛΕΜΟΣ — [741, 805, 873, 818]
section-subhead: ΕΙΣ ΤΑΣ ΣΕΡΡΑΣ — [847, 1922, 943, 1935]
article-body: ΒΑΓΔΑΤΗ, 6. (Ἀσ. Πρές.). — Ἡ ἐπίσημος ραδιοφωνία τῆς Βαγδάτης, ἡ ὁποία εἶχε μεταδώσει ὅτι ἡ κυβέρνησις ἀπέστειλεν ἀποστολὴν εἰς τὸ Κιρκούκ διὰ νὰ διαπραγματευθῇ μετὰ τῶν ἀνταρτῶν Κούρδων, ἀνεκοίνωσεν ὅτι ἡ ἀποστολὴ ἐπέστρεψεν ἄπρακτος. Ὁ ἀρχηγὸς τῶν Κούρδων Μουλᾶ Μουσταφᾶ Μπαρζανὴ διέταξε τοὺς ὀπαδούς του νὰ ἐπαναλάβουν ἀμέσως τὸν ἀγῶνα. Κατὰ πληροφορίας, οἱ Κοῦρδοι ἐπιτέθησαν ἤδη κατὰ στρατιωτικῶν φυλακίων εἰς τὴν περιοχὴν Σουλεϊμανιέ. Εἰς τὴν Βαγδάτην ἐπικρατεῖ βαθυτάτη ἀνησυχία. Αἱ ἀρχαὶ συνεχίζουν τὰς συλλήψεις κομμουνιστῶν, οἱ ὁποῖοι κατηγοροῦνται ὅτι ὑπέθαλψαν τὴν ἐξέγερσιν. Ὁ στρατὸς ἔλαβε διαταγὰς νὰ ἐνισχύσῃ τὰς φρουρὰς τῶν πόλεων τοῦ Βορρᾶ. Ἡ κυβέρνησις τοῦ στρατηγοῦ Κασὲμ κατηγορεῖ ξένας δυνάμεις ὅτι ὑποστηρίζουν τοὺς ἀντάρτας. — [635, 821, 979, 925]
section-subhead: ΠΛΗΜΜΥΡΑΙ ΕΙΣ ΤΗΝ ΣΕΡΒΙΑΝ — [1273, 1102, 1457, 1116]
column-1 — [6, 0, 386, 2351]
headline: ΤΟ ΠΑΝΤΕΛΟΝΙ-ΣΩΛΗΝ ΑΠΑΡΑΔΕΚΤΟΝ ΕΙΣ ΤΗΝ ΣΟΒ. ΕΝΩΣΙΝ — [408, 1668, 612, 1692]
headline-line: ΑΠΕΙΛΟΥΜΕΝΟΙ ΩΣ ΕΚ ΤΟΥΤΟΥ ΜΕ ΑΦΑΝΙΣΜΟΝ — [1178, 1322, 1552, 1341]
subheadline: τὴν ἄμεσον ἐπανάληψιν τοῦ ἀγῶνος — [686, 209, 1103, 229]
article-turkes — [1168, 1735, 1562, 2029]
headline: Ο ΙΜΠΕΡΙΑΛΙΣΜΟΣ ΚΑΙ ΑΙ ΦΥΛΕΤΙΚΑΙ ΔΙΑΚΡΙΣΕΙΣ ΕΞΥΠΗΡΕΤΟΥΝ ΤΑ ΣΧΕΔΙΑ ΕΠΙΚΡΑΤΗΣΕΩΣ ΤΩΝ ΚΟΜΜΟΥΝΙΣΤΩΝ ΕΙΣ ΑΣΙΑΝ ΚΑΙ ΑΦΡΙΚΗΝ — [22, 785, 370, 854]
headline-line: ΡΩΣΣΙΚΟΝ ΠΕΤΡΕΛΑΙΟΝ — [69, 45, 323, 71]
subheadline: Δι’ ἀλλεπαλλήλων τηλεγραφημάτων των — [683, 1468, 1106, 1490]
section-subhead: ΕΙΣ ΤΗΝ ΚΟΖΑΝΗΝ — [838, 1838, 952, 1852]
section-subhead: ΝΤΑΙΗΒΙΝΤ ΛΑΝΚΑΣΑ-Ι-Ρ ΤΑ ΠΕΤΡΕΛΑΙΑ — [995, 277, 1146, 303]
subheadline: ζητοῦν νὰ καθιερωθῇ τιμὴ ἀσφαλείας — [699, 1491, 1091, 1511]
headline-line: ΕΓΕΝΟΝΤΟ ΡΙΨΕΙΣ ΕΦΟΔΙΩΝ ΑΠΟ ΑΕΡΟΠΛΑΝΩΝ — [1217, 635, 1513, 673]
divider — [1168, 1729, 1562, 1730]
section-subhead: ΕΙΣ ΤΗΝ ΤΟΥΡΚΙΑΝ — [1013, 423, 1127, 437]
kicker: Ὁλόκληρος σχεδὸν ἡ παραγωγὴ μένει ἀδιάθετος — [701, 1311, 1089, 1331]
article-salmon — [6, 1397, 386, 1557]
article-body: Παρὰ τὴν ἀνατροπὴν ἡ ὁποία ἐσημειώθη εἰς τὰς ἀγορὰς καπνοῦ, ἡ κυβέρνησις δὲν ἔχει λάβει μέχρι σήμερον κανὲν μέτρον διὰ τὴν προστασίαν τῶν καπνοπαραγωγῶν. Ὁλόκληρος σχεδὸν ἡ παραγωγὴ τῆς φετεινῆς σοδειᾶς παραμένει ἀδιάθετος εἰς τὰς ἀποθήκας τῶν παραγωγῶν, οἱ ὁποῖοι εὑρίσκονται εἰς ἀπόγνωσιν. Οἱ ἔμποροι δὲν προβαίνουν εἰς ἀγορὰς καὶ αἱ τιμαὶ ἔχουν καταπέσει κατωτέρω τοῦ κόστους παραγωγῆς. Δι’ ἀλλεπαλλήλων τηλεγραφημάτων των πρὸς τὸν πρωθυπουργὸν καὶ τοὺς ἁρμοδίους ὑπουργοὺς οἱ καπνοπαραγωγοὶ ζητοῦν νὰ καθιερωθῇ τιμὴ ἀσφαλείας καὶ νὰ παρέμβῃ ὁ ὀργανισμὸς καπνοῦ διὰ τὴν ἀγορὰν τῶν ἀδιαθέτων — [635, 1938, 1154, 1990]
headline-line: ΝΑ ΔΡΑΣΟΥΝ ΕΙΣ ΤΑ ΠΛΑΙΣΙΑ ΤΗΣ Ε.Ο.Κ. — [1186, 1300, 1544, 1321]
headline: ΡΩΣΣΟ-ΓΙΑΠΩΝΙΚΑΙ ΣΥΝΟΜΙΛΙΑΙ ΠΡΟΣ ΚΑΘΟΡΙΣΜΟΝ ΤΩΝ ΠΟΣΟΤΗΤΩΝ ΑΛΙΕΙΑΣ ΣΟΛΟΜΩΝ ΕΙΣ ΕΙΡΗΝΙΚΟΝ — [36, 1395, 356, 1445]
kicker: Ἀνάγκα καὶ θεοὶ πείθονται… — [73, 2, 319, 20]
headline: ΕΧΑΡΤΟΓΡΑΦΗΘΗ Ο ΠΥΘΜΗΝ ΤΟΥ ΕΙΡΗΝΙΚΟΥ — [418, 1057, 601, 1081]
subheadline-caps: ΒΑΘΥΤΑΤΗ ΑΝΗΣΥΧΙΑ ΕΙΣ ΤΗΝ ΒΑΓΔΑΤΗΝ — [689, 230, 1101, 254]
subheadline: πολιτικὴ ὁμαλότης εἰς τὴν χώραν — [1230, 1845, 1500, 1862]
section-subhead: ΕΙΣ ΤΗΝ ΝΟΜΟΝ ΡΟΔΟΠΗΣ — [813, 1995, 976, 2009]
column-3 — [633, 0, 1156, 2351]
subheadline: Ἄλλως εἶναι ἀδύνατον νὰ ἐπέλθῃ — [1232, 1828, 1498, 1844]
subheadline: αἱ διεξαγόμεναι ὑπὸ τῆς Ἰντερπὸλ — [1245, 81, 1486, 98]
article-body: ΑΘΗΝΑΙ, 6. — Τὸ ἰταλικὸν φορτηγὸν πλοῖον «Ἴζολα Ντὶ Σαρντίνια» προσήραξεν εἰς τὰς ἀκτὰς τῆς Καρύστου λόγω τῆς κακοκαιρίας. Σπεύσαντα ρυμουλκὰ προσπαθοῦν νὰ ἀποκολλήσουν τὸ πλοῖον. — [399, 667, 620, 710]
section-subhead: ΣΥΛΛΗΨΙΣ ΑΛΙΕΩΝ — [140, 1543, 252, 1556]
divider — [397, 1664, 622, 1665]
article-craftsmen — [1168, 1261, 1562, 1559]
article-body: ΚΑΙΡΟΝ, 6. (Ἰδ. ἀνταπ.). — Αἱ ἔρευναι τῶν ἀρχαιολόγων ἀπέδειξαν ὅτι ὁ περιβόητος θησαυρός, ὁ ὁποῖος ὑπετίθετο κρυμμένος εἰς τὴν περιοχὴν τῆς Σακκάρα, εἶναι μόνον θρῦλος. Ὁ Ἕλλην κάτοικος Σταματάκης, ὁ ὁποῖος ἐπὶ ἔτη ἰσχυρίζετο ὅτι γνωρίζει τὴν θέσιν τοῦ θησαυροῦ, ἀπεβίωσε χωρὶς νὰ ἀποκαλύψῃ τίποτε. Αἱ ἀνασκαφαὶ ἐσταμάτησαν. — [399, 766, 620, 840]
divider — [6, 782, 386, 783]
article-body: ΤΟΚΙΟ, 6. (Ἀσ. Πρές.). — Ἰαπωνικὴ ἀντιπροσωπεία ἀνεχώρησε διὰ Μόσχαν, ὅπου θὰ διεξαγάγῃ συνομιλίας μὲ τὰς σοβιετικὰς ἀρχὰς διὰ τὸν καθορισμὸν τῶν ποσοτήτων σολομῶν ποὺ θὰ ἐπιτραπῇ νὰ ἁλιεύσουν οἱ Ἰάπωνες ἁλιεῖς εἰς τὸν βόρειον Εἰρηνικὸν κατὰ τὸ τρέχον ἔτος. Τὸ 1962 ἡ ἐπιτραπεῖσα ποσότης ἦτο 115.000 τόνοι. — [8, 1446, 384, 1489]
article-body: ΑΘΗΝΑΙ, 6. — Ἡ κοινοβουλευτικὴ ὁμὰς τῆς Ἑνώσεως Κέντρου θὰ συνέλθῃ αὔριον ὑπὸ τὴν προεδρίαν τοῦ κ. Γ. Παπανδρέου. — [399, 1603, 620, 1635]
headline: ΜΙΚΡΟΣΚΟΠΙΚΟΣ ΔΙΕΓΕΡΤΗΣ ΤΗΣ ΚΑΡΔΙΑΣ ΚΑΤΕΣΚΕΥΑΣΘΗ ΥΠΟ ΡΩΣΣΩΝ ΕΠΙΣΤΗΜΟΝΩΝ ΚΑΙ ΕΔΟΚΙΜΑΣΘΗ ΕΠΙΤΥΧΩΣ ΕΠΙ ΣΚΥΛΛΩΝ — [12, 1774, 380, 1890]
article-body: ΛΟΝΔΙΝΟΝ, 6. (Ἀσ. Πρές.). — Ἡ ὑπόθεσις τῆς ἐξαφανίσεως τοῦ Βρεταννοῦ δημοσιογράφου Χάρολντ Φίλμπυ, ὁ ὁποῖος ἐχάθη ἀπὸ τὴν Βηρυτὸν πρὸ δύο μηνῶν, παραμένει ἀνεξιχνίαστος. Αἱ ἔρευναι τὰς ὁποίας διεξάγει ἡ Ἰντερπὸλ δὲν ἀπέδωσαν κανὲν ἀποτέλεσμα. Ὁ Γκὺ Μπάρτζες, ὁ ὁποῖος διέφυγεν εἰς Μόσχαν τὸ 1951, ἰσχυρίζεται εἰς ἐπιστολήν του ὅτι ὁ Φίλμπυ ἐδολοφονήθη. Αἱ βρεταννικαὶ ἀρχαὶ ἀρνοῦνται νὰ σχολιάσουν τὰς πληροφορίας. Ἡ σύζυγος τοῦ δημοσιογράφου ἐδήλωσεν ὅτι ἔλαβε τηλεγράφημα ἀπὸ τὸ Κάιρον, τὸ ὁποῖον ὅμως δὲν ἔφερε ὑπογραφήν. Εἰς τὴν Βουλὴν τῶν Κοινοτήτων ὑπεβλήθησαν ἐρωτήσεις σχετικῶς. — [1170, 451, 1560, 524]
headline-line: ΤΟΥ ΑΓΓΛΟΥ ΔΗΜΟΣΙΟΓΡΑΦΟΥ ΦΙΛΜΠΥ — [1199, 42, 1532, 62]
main-headline-line: Η ΑΓΑΝΑΚΤΗΣΙΣ ΤΩΝ ΚΑΠΝΟΠΑΡΑΓΩΓΩΝ — [724, 1332, 1065, 1399]
headline-line: ΟΥΤΕ ΡΩΓΜΗ ΕΙΣ ΤΟΝ ΠΕΠΛΟΝ ΜΥΣΤΗΡΙΟΥ — [1183, 2, 1547, 21]
brief-news-body: —ΕΙΣ ΤΟ ΝΑΝΣΟΥΓΚΝΑΙΚ ἀνεκοινώθη ὅτι ἀπετράπη ἀπόπειρα ἀνατροπῆς τῆς κυβερνήσεως. —ΡΟΔΕΣΙΑ: Ἐπεισόδια σημειώθησαν εἰς τὸ Σάλισμπερυ. —ΕΙΣ ΤΟ ΙΝΔΟΝΗΣΙΑΚΟΝ προσορμίσθησαν δύο ρωσσικὰ ὑποβρύχια. —ΑΣΤΥΝΟΜΙΑ τῆς Βιέννης ἀνεκάλυψε συμμορίαν πλαστογράφων. —ΙΟΡΔΑΝΙΑ: Ὁ βασιλεὺς Χουσεῒν ἀνεχώρησε διὰ Λονδῖνον. —ΑΝΤΙΠΡΟΣΩΠΕΙΑ τοῦ Λάος ἀφίχθη εἰς Μόσχαν. —ΣΑΟΥΔΙΚΗ ΑΡΑΒΙΑ: Ὁ βασιλεὺς Σαοὺδ ἐπανῆλθεν εἰς Ριάντ. —ΚΑΤΑ τὴν τελευταίαν ἐβδομάδα σημειώθησαν σεισμοὶ εἰς τὴν Τουρκίαν. —ΕΙΣ ΤΗΝ ΚΑΙΡΟΝ ἀνεκοινώθη ἡ σύστασις νέας κυβερνήσεως. —Ο ΒΡΕΤΑΝΝΟΣ πρωθυπουργὸς κ. Μακμίλλαν θὰ μεταβῇ εἰς Οὐάσιγκτον. —ΤΟ ΑΝΤΕΝ ἐπλήγη ὑπὸ σφοδρᾶς θυέλλης. —ΕΙΣ ΤΗΝ ΜΑΛΑΙΣΙΑΝ συνελήφθησαν ὕποπτοι. —Ο ΠΡΟΕΔΡΟΣ ΚΕΝΝΕΔΥ θὰ ὁμιλήσῃ αὔριον εἰς τὸ Κογκρέσσον. —Η ΚΥΒΕΡΝΗΣΙΣ τῆς Χιλῆς ἀνεκοίνωσε μέτρα λιτότητος. —ΒΑΣΙΛΕΥΣ Ζαχὶρ Σὰχ τοῦ Ἀφγανιστὰν θὰ ἐπισκεφθῇ τὴν Ἰνδίαν. — [635, 972, 1154, 1066]
article-body: ΛΟΝΔΙΝΟΝ, 6. (Ἀσ. Πρές.). — Ἡ ὑπόθεσις τῆς ἐξαφανίσεως τοῦ Βρεταννοῦ δημοσιογράφου Χάρολντ Φίλμπυ, ὁ ὁποῖος ἐχάθη ἀπὸ τὴν Βηρυτὸν πρὸ δύο μηνῶν, παραμένει ἀνεξιχνίαστος. Αἱ ἔρευναι τὰς ὁποίας διεξάγει ἡ Ἰντερπὸλ δὲν ἀπέδωσαν κανὲν ἀποτέλεσμα. Ὁ Γκὺ Μπάρτζες, ὁ ὁποῖος διέφυγεν εἰς Μόσχαν τὸ 1951, ἰσχυρίζεται εἰς ἐπιστολήν του ὅτι ὁ Φίλμπυ ἐδολοφονήθη. Αἱ βρεταννικαὶ ἀρχαὶ ἀρνοῦνται νὰ σχολιάσουν τὰς πληροφορίας. Ἡ σύζυγος τοῦ δημοσιογράφου ἐδήλωσεν ὅτι ἔλαβε τηλεγράφημα ἀπὸ τὸ Κάιρον, τὸ ὁποῖον ὅμως δὲν ἔφερε ὑπογραφήν. Εἰς τὴν Βουλὴν τῶν Κοινοτήτων ὑπεβλήθησαν ἐρωτήσεις σχετικῶς. — [1170, 120, 1560, 192]
